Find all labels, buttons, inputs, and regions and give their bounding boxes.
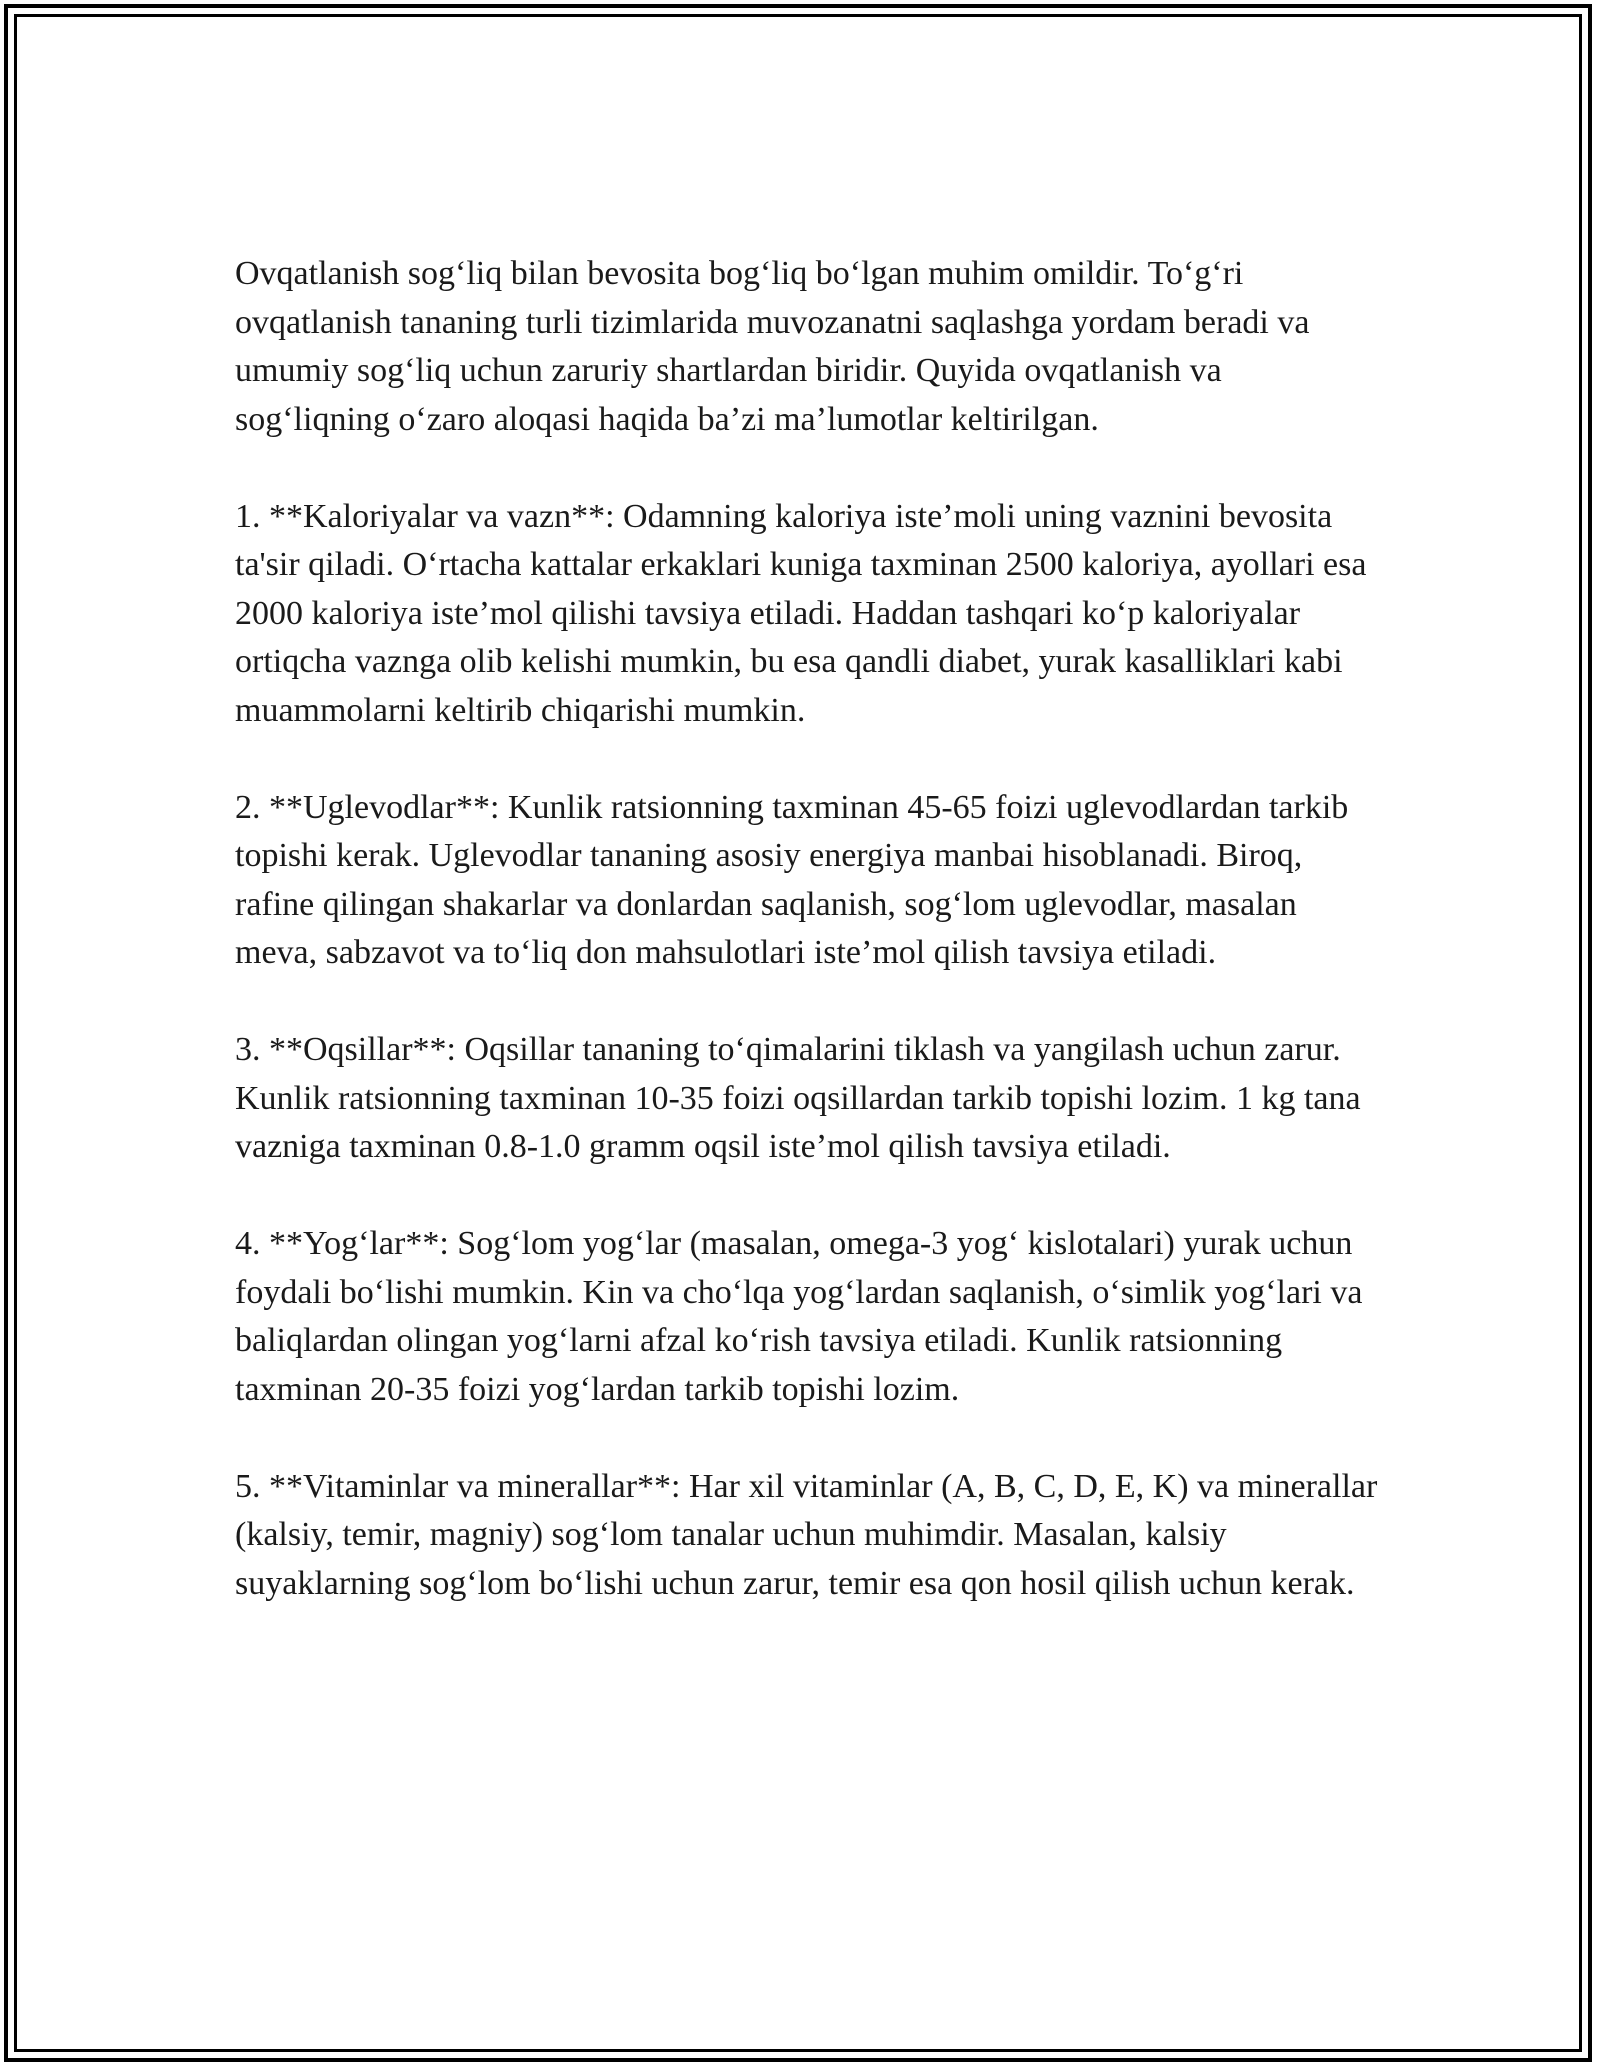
document-body bbox=[235, 250, 1385, 1608]
intro-paragraph: Ovqatlanish sog‘liq bilan bevosita bog‘liq bo‘lgan muhim omildir. To‘g‘ri ovqatlanish tananing turli tizimlarida muvozanatni saqlashga yordam beradi va umumiy sog‘liq uchun zaruriy shartlardan biridir. Quyida ovqatlanish va sog‘liqning o‘zaro aloqasi haqida ba’zi ma’lumotlar keltirilgan. bbox=[235, 255, 1310, 438]
paragraph-carbohydrates: 2. **Uglevodlar**: Kunlik ratsionning taxminan 45-65 foizi uglevodlardan tarkib topishi kerak. Uglevodlar tananing asosiy energiya manbai hisoblanadi. Biroq, rafine qilingan shakarlar va donlardan saqlanish, sog‘lom uglevodlar, masalan meva, sabzavot va to‘liq don mahsulotlari iste’mol qilish tavsiya etiladi. bbox=[235, 788, 1349, 971]
paragraph-vitamins-minerals: 5. **Vitaminlar va minerallar**: Har xil vitaminlar (A, B, C, D, E, K) va minerallar (kalsiy, temir, magniy) sog‘lom tanalar uchun muhimdir. Masalan, kalsiy suyaklarning sog‘lom bo‘lishi uchun zarur, temir esa qon hosil qilish uchun kerak. bbox=[235, 1467, 1378, 1602]
paragraph-fats: 4. **Yog‘lar**: Sog‘lom yog‘lar (masalan, omega-3 yog‘ kislotalari) yurak uchun foydali bo‘lishi mumkin. Kin va cho‘lqa yog‘lardan saqlanish, o‘simlik yog‘lari va baliqlardan olingan yog‘larni afzal ko‘rish tavsiya etiladi. Kunlik ratsionning taxminan 20-35 foizi yog‘lardan tarkib topishi lozim. bbox=[235, 1225, 1363, 1408]
paragraph-proteins: 3. **Oqsillar**: Oqsillar tananing to‘qimalarini tiklash va yangilash uchun zarur. Kunlik ratsionning taxminan 10-35 foizi oqsillardan tarkib topishi lozim. 1 kg tana vazniga taxminan 0.8-1.0 gramm oqsil iste’mol qilish tavsiya etiladi. bbox=[235, 1031, 1361, 1165]
paragraph-calories: 1. **Kaloriyalar va vazn**: Odamning kaloriya iste’moli uning vaznini bevosita ta'sir qiladi. O‘rtacha kattalar erkaklari kuniga taxminan 2500 kaloriya, ayollari esa 2000 kaloriya iste’mol qilishi tavsiya etiladi. Haddan tashqari ko‘p kaloriyalar ortiqcha vaznga olib kelishi mumkin, bu esa qandli diabet, yurak kasalliklari kabi muammolarni keltirib chiqarishi mumkin. bbox=[235, 497, 1367, 729]
